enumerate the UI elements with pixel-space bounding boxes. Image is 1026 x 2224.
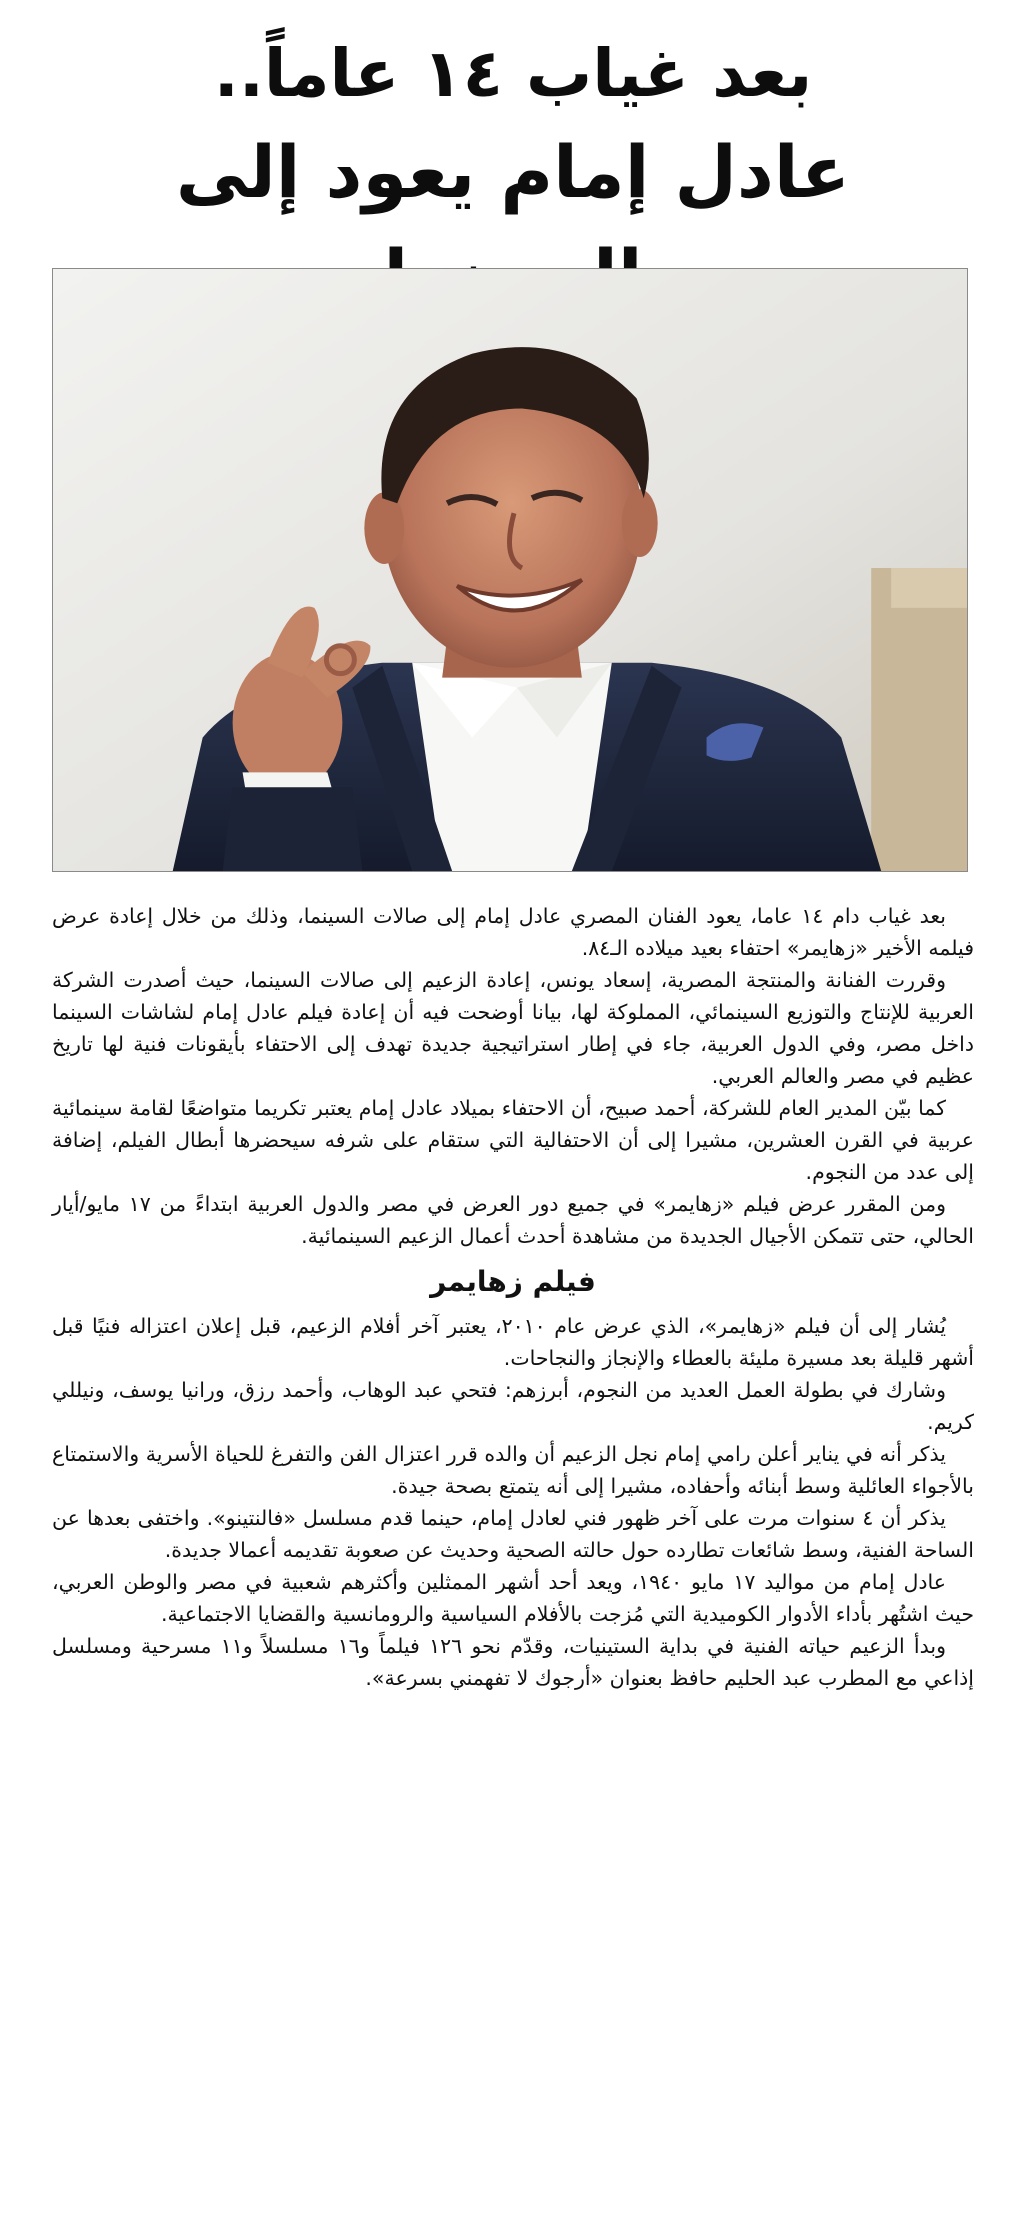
article-paragraph: وقررت الفنانة والمنتجة المصرية، إسعاد يونس، إعادة الزعيم إلى صالات السينما، حيث أصدرت الشركة العربية للإنتاج والتوزيع السينمائي، المملوكة لها، بيانا أوضحت فيه أن إعادة فيلم عادل إمام لشاشات السينما داخل مصر، وفي الدول العربية، جاء في إطار استراتيجية جديدة تهدف إلى الاحتفاء بأيقونات فنية لها تاريخ عظيم في مصر والعالم العربي.	[52, 968, 974, 1088]
headline-line-2: عادل إمام يعود إلى	[175, 130, 851, 214]
article-paragraph: ومن المقرر عرض فيلم «زهايمر» في جميع دور العرض في مصر والدول العربية ابتداءً من ١٧ مايو/أيار الحالي، حتى تتمكن الأجيال الجديدة من مشاهدة أحدث أعمال الزعيم السينمائية.	[52, 1192, 974, 1248]
article-paragraph: وبدأ الزعيم حياته الفنية في بداية الستينيات، وقدّم نحو ١٢٦ فيلماً و١٦ مسلسلاً و١١ مسرحية ومسلسل إذاعي مع المطرب عبد الحليم حافظ بعنوان «أرجوك لا تفهمني بسرعة».	[52, 1634, 974, 1690]
article-paragraph: يُشار إلى أن فيلم «زهايمر»، الذي عرض عام ٢٠١٠، يعتبر آخر أفلام الزعيم، قبل إعلان اعتزاله فنيًا قبل أشهر قليلة بعد مسيرة مليئة بالعطاء والإنجاز والنجاحات.	[52, 1314, 974, 1370]
article-paragraph: عادل إمام من مواليد ١٧ مايو ١٩٤٠، ويعد أحد أشهر الممثلين وأكثرهم شعبية في مصر والوطن العربي، حيث اشتُهر بأداء الأدوار الكوميدية التي مُزجت بالأفلام السياسية والرومانسية والقضايا الاجتماعية.	[52, 1570, 974, 1626]
article-paragraph: وشارك في بطولة العمل العديد من النجوم، أبرزهم: فتحي عبد الوهاب، وأحمد رزق، ورانيا يوسف، ونيللي كريم.	[52, 1378, 974, 1434]
article-paragraph: كما بيّن المدير العام للشركة، أحمد صبيح، أن الاحتفاء بميلاد عادل إمام يعتبر تكريما متواضعًا لقامة سينمائية عربية في القرن العشرين، مشيرا إلى أن الاحتفالية التي ستقام على شرفه سيحضرها أبطال الفيلم، إضافة إلى عدد من النجوم.	[52, 1096, 974, 1184]
portrait-photo	[52, 268, 968, 872]
article-paragraph: بعد غياب دام ١٤ عاما، يعود الفنان المصري عادل إمام إلى صالات السينما، وذلك من خلال إعادة عرض فيلمه الأخير «زهايمر» احتفاء بعيد ميلاده الـ٨٤.	[52, 904, 974, 960]
article-paragraph: يذكر أن ٤ سنوات مرت على آخر ظهور فني لعادل إمام، حينما قدم مسلسل «فالنتينو». واختفى بعدها عن الساحة الفنية، وسط شائعات تطارده حول حالته الصحية وحديث عن صعوبة تقديمه أعمالا جديدة.	[52, 1506, 974, 1562]
section-subhead: فيلم زهايمر	[430, 1265, 596, 1298]
article-body	[52, 900, 974, 1694]
portrait-illustration	[53, 269, 967, 871]
headline-line-1: بعد غياب ١٤ عاماً..	[213, 35, 813, 112]
article-paragraph: يذكر أنه في يناير أعلن رامي إمام نجل الزعيم أن والده قرر اعتزال الفن والتفرغ للحياة الأسرية والاستمتاع بالأجواء العائلية وسط أبنائه وأحفاده، مشيرا إلى أنه يتمتع بصحة جيدة.	[52, 1442, 974, 1498]
